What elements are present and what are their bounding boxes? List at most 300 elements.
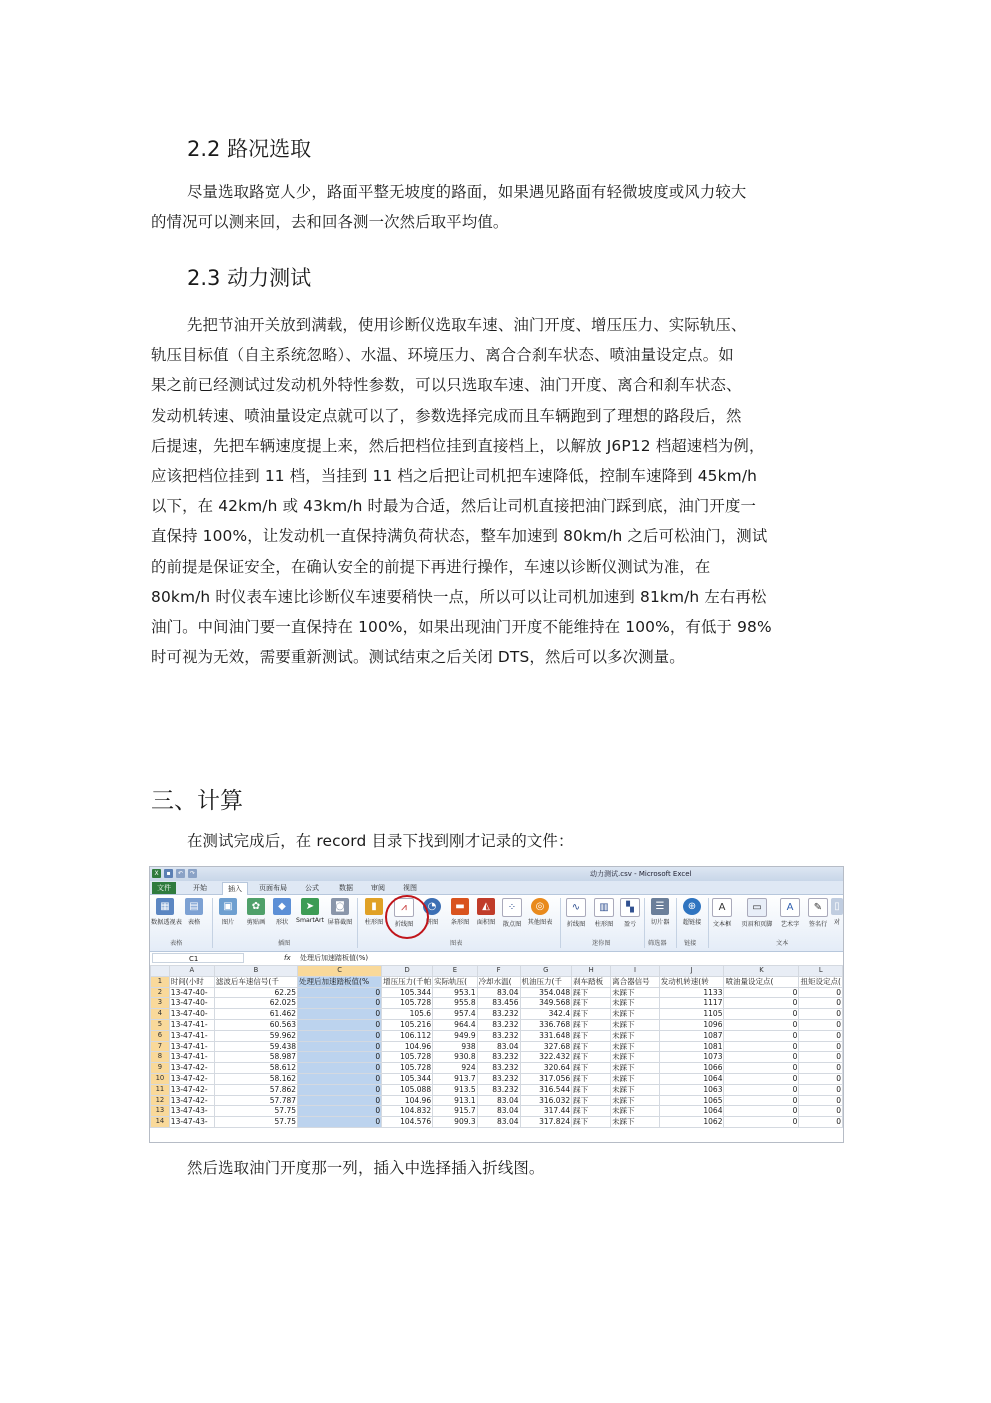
table-cell[interactable]: 踩下 [572, 1084, 611, 1095]
excel-logo-icon: X [152, 869, 161, 878]
paragraph-line: 的前提是保证安全，在确认安全的前提下再进行操作，车速以诊断仪测试为准，在 [151, 557, 711, 576]
table-cell[interactable]: 58.162 [214, 1073, 297, 1084]
table-cell[interactable]: 未踩下 [611, 1084, 660, 1095]
header-footer-button[interactable]: ▭ 页眉和页脚 [740, 898, 774, 928]
wordart-button[interactable]: A 艺术字 [776, 898, 804, 928]
table-cell[interactable]: 62.025 [214, 998, 297, 1009]
signature-line-button[interactable]: ✎ 签名行 [804, 898, 832, 928]
table-cell[interactable]: 0 [799, 1052, 843, 1063]
table-cell[interactable]: 316.544 [520, 1084, 572, 1095]
column-header[interactable]: C [298, 966, 382, 977]
table-cell[interactable]: 949.9 [433, 1030, 478, 1041]
table-cell[interactable]: 0 [298, 1117, 382, 1128]
picture-button[interactable]: ▣ 图片 [214, 898, 242, 926]
table-cell[interactable]: 964.4 [433, 1019, 478, 1030]
table-cell[interactable]: 未踩下 [611, 998, 660, 1009]
table-cell[interactable]: 踩下 [572, 1041, 611, 1052]
row-header[interactable]: 1 [151, 976, 170, 987]
table-cell[interactable]: 913.7 [433, 1073, 478, 1084]
sparkline-column-button[interactable]: ▥ 柱形图 [590, 898, 618, 928]
column-header[interactable]: B [214, 966, 297, 977]
table-cell[interactable]: 83.232 [477, 1084, 520, 1095]
table-cell[interactable]: 0 [298, 987, 382, 998]
table-cell[interactable]: 刹车踏板 [572, 976, 611, 987]
name-box[interactable]: C1 [152, 953, 244, 963]
table-cell[interactable]: 0 [799, 1030, 843, 1041]
table-cell[interactable]: 83.232 [477, 1019, 520, 1030]
table-cell[interactable]: 354.048 [520, 987, 572, 998]
paragraph-line: 后提速，先把车辆速度提上来，然后把档位挂到直接档上，以解放 J6P12 档超速档为例， [151, 436, 765, 455]
table-cell[interactable]: 0 [724, 1009, 799, 1020]
column-header[interactable]: I [611, 966, 660, 977]
formula-bar [150, 952, 843, 966]
table-cell[interactable]: 未踩下 [611, 1063, 660, 1074]
table-cell[interactable]: 58.612 [214, 1063, 297, 1074]
table-cell[interactable]: 0 [724, 1052, 799, 1063]
table-row [151, 1063, 843, 1074]
table-cell[interactable]: 953.1 [433, 987, 478, 998]
header-footer-icon: ▭ [747, 898, 767, 917]
paragraph-line: 发动机转速、喷油量设定点就可以了，参数选择完成而且车辆跑到了理想的路段后，然 [151, 406, 742, 425]
table-cell[interactable]: 83.04 [477, 1117, 520, 1128]
table-icon: ▤ [185, 898, 203, 915]
table-cell[interactable]: 增压压力(千帕 [383, 976, 432, 986]
table-cell[interactable]: 0 [724, 1106, 799, 1117]
table-cell[interactable]: 处理后加速踏板值(% [298, 976, 382, 987]
section-heading-calculation: 三、计算 [151, 788, 243, 814]
table-cell[interactable]: 58.987 [214, 1052, 297, 1063]
area-chart-button[interactable]: ◭ 面积图 [472, 898, 500, 926]
table-cell[interactable]: 1062 [659, 1117, 724, 1128]
column-header[interactable]: A [169, 966, 214, 977]
paragraph-select-column [151, 1153, 841, 1183]
table-cell[interactable]: 0 [724, 1084, 799, 1095]
row-header[interactable]: 12 [151, 1095, 170, 1106]
table-cell[interactable]: 1087 [659, 1030, 724, 1041]
table-cell[interactable]: 13-47-42- [169, 1084, 214, 1095]
paragraph-line: 然后选取油门开度那一列，插入中选择插入折线图。 [187, 1159, 545, 1177]
table-cell[interactable]: 0 [724, 1030, 799, 1041]
tab-file[interactable]: 文件 [152, 882, 176, 894]
table-cell[interactable]: 0 [724, 987, 799, 998]
table-cell[interactable]: 104.576 [382, 1117, 433, 1128]
table-cell[interactable]: 317.056 [520, 1073, 572, 1084]
table-cell[interactable]: 13-47-40- [169, 1009, 214, 1020]
table-cell[interactable]: 0 [724, 998, 799, 1009]
table-cell[interactable]: 83.456 [477, 998, 520, 1009]
fx-icon[interactable]: fx [284, 954, 291, 962]
table-cell[interactable]: 0 [799, 987, 843, 998]
table-row [151, 1041, 843, 1052]
clipart-button[interactable]: ✿ 剪贴画 [242, 898, 270, 926]
table-cell[interactable]: 106.112 [382, 1030, 433, 1041]
table-cell[interactable]: 924 [433, 1063, 478, 1074]
table-cell[interactable]: 0 [298, 1106, 382, 1117]
column-header[interactable]: G [520, 966, 572, 977]
table-row [151, 1052, 843, 1063]
table-cell[interactable]: 0 [799, 1117, 843, 1128]
table-cell[interactable]: 0 [799, 1106, 843, 1117]
object-button[interactable]: ▯ 对 [830, 898, 844, 926]
table-cell[interactable]: 930.8 [433, 1052, 478, 1063]
table-cell[interactable]: 83.232 [477, 1030, 520, 1041]
excel-screenshot [149, 866, 844, 1143]
table-cell[interactable]: 0 [799, 998, 843, 1009]
table-cell[interactable]: 13-47-40- [169, 998, 214, 1009]
table-cell[interactable]: 未踩下 [611, 1106, 660, 1117]
paragraph-line: 时可视为无效，需要重新测试。测试结束之后关闭 DTS，然后可以多次测量。 [151, 648, 685, 667]
paragraph-line: 轨压目标值（自主系统忽略）、水温、环境压力、离合合刹车状态、喷油量设定点。如 [151, 346, 734, 365]
table-cell[interactable]: 未踩下 [611, 1117, 660, 1128]
sparkline-winloss-button[interactable]: ▚ 盈亏 [616, 898, 644, 928]
table-cell[interactable]: 踩下 [572, 1063, 611, 1074]
table-cell[interactable]: 349.568 [520, 998, 572, 1009]
table-cell[interactable]: 1064 [659, 1073, 724, 1084]
table-cell[interactable]: 0 [724, 1041, 799, 1052]
object-icon: ▯ [831, 898, 843, 915]
table-cell[interactable]: 0 [799, 1063, 843, 1074]
row-header[interactable]: 6 [151, 1030, 170, 1041]
table-cell[interactable]: 1081 [659, 1041, 724, 1052]
table-row [151, 1019, 843, 1030]
paragraph-line: 直保持 100%，让发动机一直保持满负荷状态，整车加速到 80km/h 之后可松油门，测试 [151, 527, 768, 546]
table-cell[interactable]: 未踩下 [611, 1030, 660, 1041]
table-cell[interactable]: 1105 [659, 1009, 724, 1020]
table-cell[interactable]: 未踩下 [611, 987, 660, 998]
formula-input[interactable]: 处理后加速踏板值(%) [300, 954, 369, 962]
table-cell[interactable]: 104.96 [382, 1041, 433, 1052]
pivot-table-button[interactable]: ▦ 数据透视表 [151, 898, 179, 926]
table-row [151, 1095, 843, 1106]
table-cell[interactable]: 踩下 [572, 998, 611, 1009]
paragraph-line: 的情况可以测来回，去和回各测一次然后取平均值。 [151, 213, 509, 232]
paragraph-line: 80km/h 时仪表车速比诊断仪车速要稍快一点，所以可以让司机加速到 81km/h 左右再松 [151, 587, 767, 606]
sparkline-column-icon: ▥ [594, 898, 614, 917]
table-cell[interactable]: 踩下 [572, 987, 611, 998]
paragraph-line: 以下，在 42km/h 或 43km/h 时最为合适，然后让司机直接把油门踩到底，油门开度一 [151, 497, 757, 516]
table-cell[interactable]: 未踩下 [611, 1052, 660, 1063]
table-cell[interactable]: 913.5 [433, 1084, 478, 1095]
table-cell[interactable]: 62.25 [214, 987, 297, 998]
table-cell[interactable]: 未踩下 [611, 1019, 660, 1030]
table-cell[interactable]: 踩下 [572, 1030, 611, 1041]
table-cell[interactable]: 955.8 [433, 998, 478, 1009]
column-header[interactable]: H [572, 966, 611, 977]
shapes-button[interactable]: ◆ 形状 [268, 898, 296, 926]
bar-chart-icon: ▬ [451, 898, 469, 915]
table-cell[interactable]: 冷却水温( [477, 976, 520, 987]
table-cell[interactable]: 0 [724, 1117, 799, 1128]
row-header[interactable]: 14 [151, 1117, 170, 1128]
table-cell[interactable]: 0 [799, 1041, 843, 1052]
table-row [151, 1084, 843, 1095]
tab-review[interactable]: 审阅 [371, 884, 385, 892]
row-header[interactable]: 4 [151, 1009, 170, 1020]
table-cell[interactable]: 1064 [659, 1106, 724, 1117]
bar-chart-button[interactable]: ▬ 条形图 [446, 898, 474, 926]
picture-icon: ▣ [219, 898, 237, 915]
scatter-chart-button[interactable]: ⁘ 散点图 [498, 898, 526, 928]
redo-icon[interactable]: ↷ [189, 870, 196, 877]
column-header[interactable]: E [433, 966, 478, 977]
tab-view[interactable]: 视图 [403, 884, 417, 892]
line-chart-button[interactable]: ⩘ 折线图 [390, 898, 418, 928]
table-cell[interactable]: 1066 [659, 1063, 724, 1074]
table-cell[interactable]: 0 [799, 1084, 843, 1095]
tab-insert[interactable]: 插入 [222, 882, 248, 895]
table-cell[interactable]: 83.232 [477, 1073, 520, 1084]
table-cell[interactable]: 83.04 [477, 1106, 520, 1117]
paragraph-line: 在测试完成后，在 record 目录下找到刚才记录的文件： [187, 832, 574, 850]
table-cell[interactable]: 13-47-42- [169, 1095, 214, 1106]
table-cell[interactable]: 104.832 [382, 1106, 433, 1117]
table-cell[interactable]: 336.768 [520, 1019, 572, 1030]
table-cell[interactable]: 1133 [659, 987, 724, 998]
pie-chart-icon: ◔ [423, 898, 441, 915]
pivot-table-icon: ▦ [156, 898, 174, 915]
table-cell[interactable]: 发动机转速(转 [659, 976, 724, 987]
table-cell[interactable]: 0 [298, 1009, 382, 1020]
paragraph-line: 先把节油开关放到满载，使用诊断仪选取车速、油门开度、增压压力、实际轨压、 [187, 316, 747, 334]
column-header[interactable]: K [724, 966, 799, 977]
excel-titlebar [150, 867, 843, 881]
clipart-icon: ✿ [247, 898, 265, 915]
row-header[interactable]: 10 [151, 1073, 170, 1084]
table-cell[interactable]: 0 [298, 1084, 382, 1095]
row-header[interactable]: 7 [151, 1041, 170, 1052]
table-cell[interactable]: 57.787 [214, 1095, 297, 1106]
sparkline-line-icon: ∿ [566, 898, 586, 917]
table-cell[interactable]: 13-47-40- [169, 987, 214, 998]
smartart-button[interactable]: ➤ SmartArt [296, 898, 324, 924]
table-cell[interactable]: 60.563 [214, 1019, 297, 1030]
table-cell[interactable]: 未踩下 [611, 1095, 660, 1106]
table-cell[interactable]: 0 [724, 1063, 799, 1074]
row-header[interactable]: 13 [151, 1106, 170, 1117]
spreadsheet-grid [150, 965, 843, 1128]
table-cell[interactable]: 57.75 [214, 1117, 297, 1128]
tab-formulas[interactable]: 公式 [305, 884, 319, 892]
textbox-icon: A [712, 898, 732, 917]
group-label-sparklines: 迷你图 [592, 940, 611, 947]
table-cell[interactable]: 342.4 [520, 1009, 572, 1020]
table-cell[interactable]: 105.216 [382, 1019, 433, 1030]
area-chart-icon: ◭ [477, 898, 495, 915]
paragraph-line: 油门。中间油门要一直保持在 100%，如果出现油门开度不能维持在 100%，有低于 98% [151, 618, 772, 637]
table-cell[interactable]: 1073 [659, 1052, 724, 1063]
table-cell[interactable]: 83.04 [477, 1095, 520, 1106]
column-header[interactable]: L [799, 966, 843, 977]
table-cell[interactable]: 滤波后车速信号(千 [214, 976, 297, 987]
table-cell[interactable]: 83.232 [477, 1052, 520, 1063]
table-cell[interactable]: 13-47-42- [169, 1073, 214, 1084]
group-label-filter: 筛选器 [648, 940, 667, 947]
table-cell[interactable]: 0 [799, 1009, 843, 1020]
table-cell[interactable]: 时间(小时 [169, 976, 214, 987]
table-cell[interactable]: 105.728 [382, 1063, 433, 1074]
table-cell[interactable]: 0 [298, 1063, 382, 1074]
table-cell[interactable]: 317.824 [520, 1117, 572, 1128]
table-cell[interactable]: 0 [724, 1073, 799, 1084]
table-cell[interactable]: 59.962 [214, 1030, 297, 1041]
table-cell[interactable]: 13-47-43- [169, 1106, 214, 1117]
signature-icon: ✎ [808, 898, 828, 917]
group-label-links: 链接 [684, 940, 697, 947]
table-row [151, 1106, 843, 1117]
screenshot-button[interactable]: ◙ 屏幕截图 [326, 898, 354, 926]
table-cell[interactable]: 未踩下 [611, 1073, 660, 1084]
table-row [151, 1030, 843, 1041]
table-cell[interactable]: 0 [799, 1073, 843, 1084]
column-chart-icon: ▮ [365, 898, 383, 915]
table-cell[interactable]: 0 [298, 998, 382, 1009]
select-all-corner[interactable] [151, 966, 170, 977]
slicer-icon: ☰ [651, 898, 669, 915]
table-cell[interactable]: 316.032 [520, 1095, 572, 1106]
row-header[interactable]: 2 [151, 987, 170, 998]
camera-icon: ◙ [331, 898, 349, 915]
table-button[interactable]: ▤ 表格 [180, 898, 208, 926]
hyperlink-button[interactable]: ⊕ 超链接 [678, 898, 706, 926]
pie-chart-button[interactable]: ◔ 饼图 [418, 898, 446, 926]
column-header-row [151, 966, 843, 977]
table-cell[interactable]: 105.728 [382, 998, 433, 1009]
line-chart-icon: ⩘ [394, 898, 414, 917]
table-cell[interactable]: 83.04 [477, 987, 520, 998]
table-cell[interactable]: 915.7 [433, 1106, 478, 1117]
table-row [151, 1117, 843, 1128]
column-header[interactable]: F [477, 966, 520, 977]
table-cell[interactable]: 踩下 [572, 1117, 611, 1128]
table-cell[interactable]: 0 [298, 1095, 382, 1106]
table-cell[interactable]: 909.3 [433, 1117, 478, 1128]
group-label-tables: 表格 [170, 940, 183, 947]
table-cell[interactable]: 机油压力(千 [520, 976, 572, 987]
row-header[interactable]: 9 [151, 1063, 170, 1074]
column-chart-button[interactable]: ▮ 柱形图 [360, 898, 388, 926]
table-cell[interactable]: 未踩下 [611, 1041, 660, 1052]
tab-page-layout[interactable]: 页面布局 [259, 884, 287, 892]
slicer-button[interactable]: ☰ 切片器 [646, 898, 674, 926]
section-heading-2-2: 2.2 路况选取 [187, 137, 312, 161]
column-header[interactable]: J [659, 966, 724, 977]
table-cell[interactable]: 1063 [659, 1084, 724, 1095]
table-cell[interactable]: 83.04 [477, 1041, 520, 1052]
table-cell[interactable]: 331.648 [520, 1030, 572, 1041]
table-cell[interactable]: 踩下 [572, 1009, 611, 1020]
column-header[interactable]: D [382, 966, 433, 977]
table-cell[interactable]: 83.232 [477, 1063, 520, 1074]
smartart-icon: ➤ [301, 898, 319, 915]
table-cell[interactable]: 320.64 [520, 1063, 572, 1074]
table-row [151, 987, 843, 998]
table-cell[interactable]: 踩下 [572, 1106, 611, 1117]
save-icon[interactable]: ▪ [164, 869, 173, 878]
table-cell[interactable]: 1065 [659, 1095, 724, 1106]
table-cell[interactable]: 105.344 [382, 987, 433, 998]
table-cell[interactable]: 105.088 [382, 1084, 433, 1095]
table-cell[interactable]: 913.1 [433, 1095, 478, 1106]
table-cell[interactable]: 踩下 [572, 1095, 611, 1106]
table-cell[interactable]: 踩下 [572, 1019, 611, 1030]
other-charts-button[interactable]: ◎ 其他图表 [526, 898, 554, 926]
group-label-text: 文本 [776, 940, 789, 947]
table-cell[interactable]: 1117 [659, 998, 724, 1009]
table-cell[interactable]: 105.344 [382, 1073, 433, 1084]
table-cell[interactable]: 322.432 [520, 1052, 572, 1063]
table-cell[interactable]: 13-47-41- [169, 1019, 214, 1030]
table-cell[interactable]: 938 [433, 1041, 478, 1052]
textbox-button[interactable]: A 文本框 [708, 898, 736, 928]
sparkline-line-button[interactable]: ∿ 折线图 [562, 898, 590, 928]
table-cell[interactable]: 13-47-43- [169, 1117, 214, 1128]
table-cell[interactable]: 57.75 [214, 1106, 297, 1117]
table-row [151, 976, 843, 987]
table-cell[interactable]: 13-47-41- [169, 1052, 214, 1063]
ribbon-tabs [150, 881, 843, 895]
table-cell[interactable]: 0 [799, 1095, 843, 1106]
table-cell[interactable]: 1096 [659, 1019, 724, 1030]
table-cell[interactable]: 13-47-42- [169, 1063, 214, 1074]
table-cell[interactable]: 未踩下 [611, 1009, 660, 1020]
table-cell[interactable]: 104.96 [382, 1095, 433, 1106]
table-cell[interactable]: 0 [724, 1019, 799, 1030]
table-cell[interactable]: 59.438 [214, 1041, 297, 1052]
table-cell[interactable]: 61.462 [214, 1009, 297, 1020]
table-cell[interactable]: 实际轨压( [433, 976, 478, 987]
ribbon-group-names [150, 938, 843, 950]
table-cell[interactable]: 0 [298, 1019, 382, 1030]
table-cell[interactable]: 327.68 [520, 1041, 572, 1052]
row-header[interactable]: 5 [151, 1019, 170, 1030]
table-cell[interactable]: 105.6 [382, 1009, 433, 1020]
red-highlight-circle [385, 895, 429, 939]
tab-home[interactable]: 开始 [193, 884, 207, 892]
table-cell[interactable]: 317.44 [520, 1106, 572, 1117]
table-cell[interactable]: 0 [724, 1095, 799, 1106]
undo-icon[interactable]: ↶ [177, 870, 184, 877]
table-cell[interactable]: 0 [298, 1030, 382, 1041]
table-cell[interactable]: 0 [298, 1073, 382, 1084]
table-cell[interactable]: 57.862 [214, 1084, 297, 1095]
table-cell[interactable]: 13-47-41- [169, 1030, 214, 1041]
sparkline-winloss-icon: ▚ [620, 898, 640, 917]
table-cell[interactable]: 踩下 [572, 1052, 611, 1063]
window-title: 动力测试.csv - Microsoft Excel [590, 870, 692, 878]
row-header[interactable]: 11 [151, 1084, 170, 1095]
tab-data[interactable]: 数据 [339, 884, 353, 892]
paragraph-line: 果之前已经测试过发动机外特性参数，可以只选取车速、油门开度、离合和刹车状态、 [151, 376, 742, 395]
row-header[interactable]: 3 [151, 998, 170, 1009]
table-cell[interactable]: 0 [298, 1052, 382, 1063]
table-cell[interactable]: 0 [799, 1019, 843, 1030]
sheet-table [150, 965, 843, 1128]
table-row [151, 1073, 843, 1084]
shapes-icon: ◆ [273, 898, 291, 915]
table-cell[interactable]: 0 [298, 1041, 382, 1052]
table-cell[interactable]: 离合器信号 [611, 976, 660, 987]
table-cell[interactable]: 957.4 [433, 1009, 478, 1020]
row-header[interactable]: 8 [151, 1052, 170, 1063]
table-cell[interactable]: 喷油量设定点( [724, 976, 799, 987]
section-heading-2-3: 2.3 动力测试 [187, 266, 312, 290]
table-cell[interactable]: 13-47-41- [169, 1041, 214, 1052]
table-cell[interactable]: 踩下 [572, 1073, 611, 1084]
paragraph-power-test [151, 310, 841, 672]
table-cell[interactable]: 扭矩设定点( [800, 976, 841, 986]
table-cell[interactable]: 105.728 [382, 1052, 433, 1063]
table-cell[interactable]: 83.232 [477, 1009, 520, 1020]
